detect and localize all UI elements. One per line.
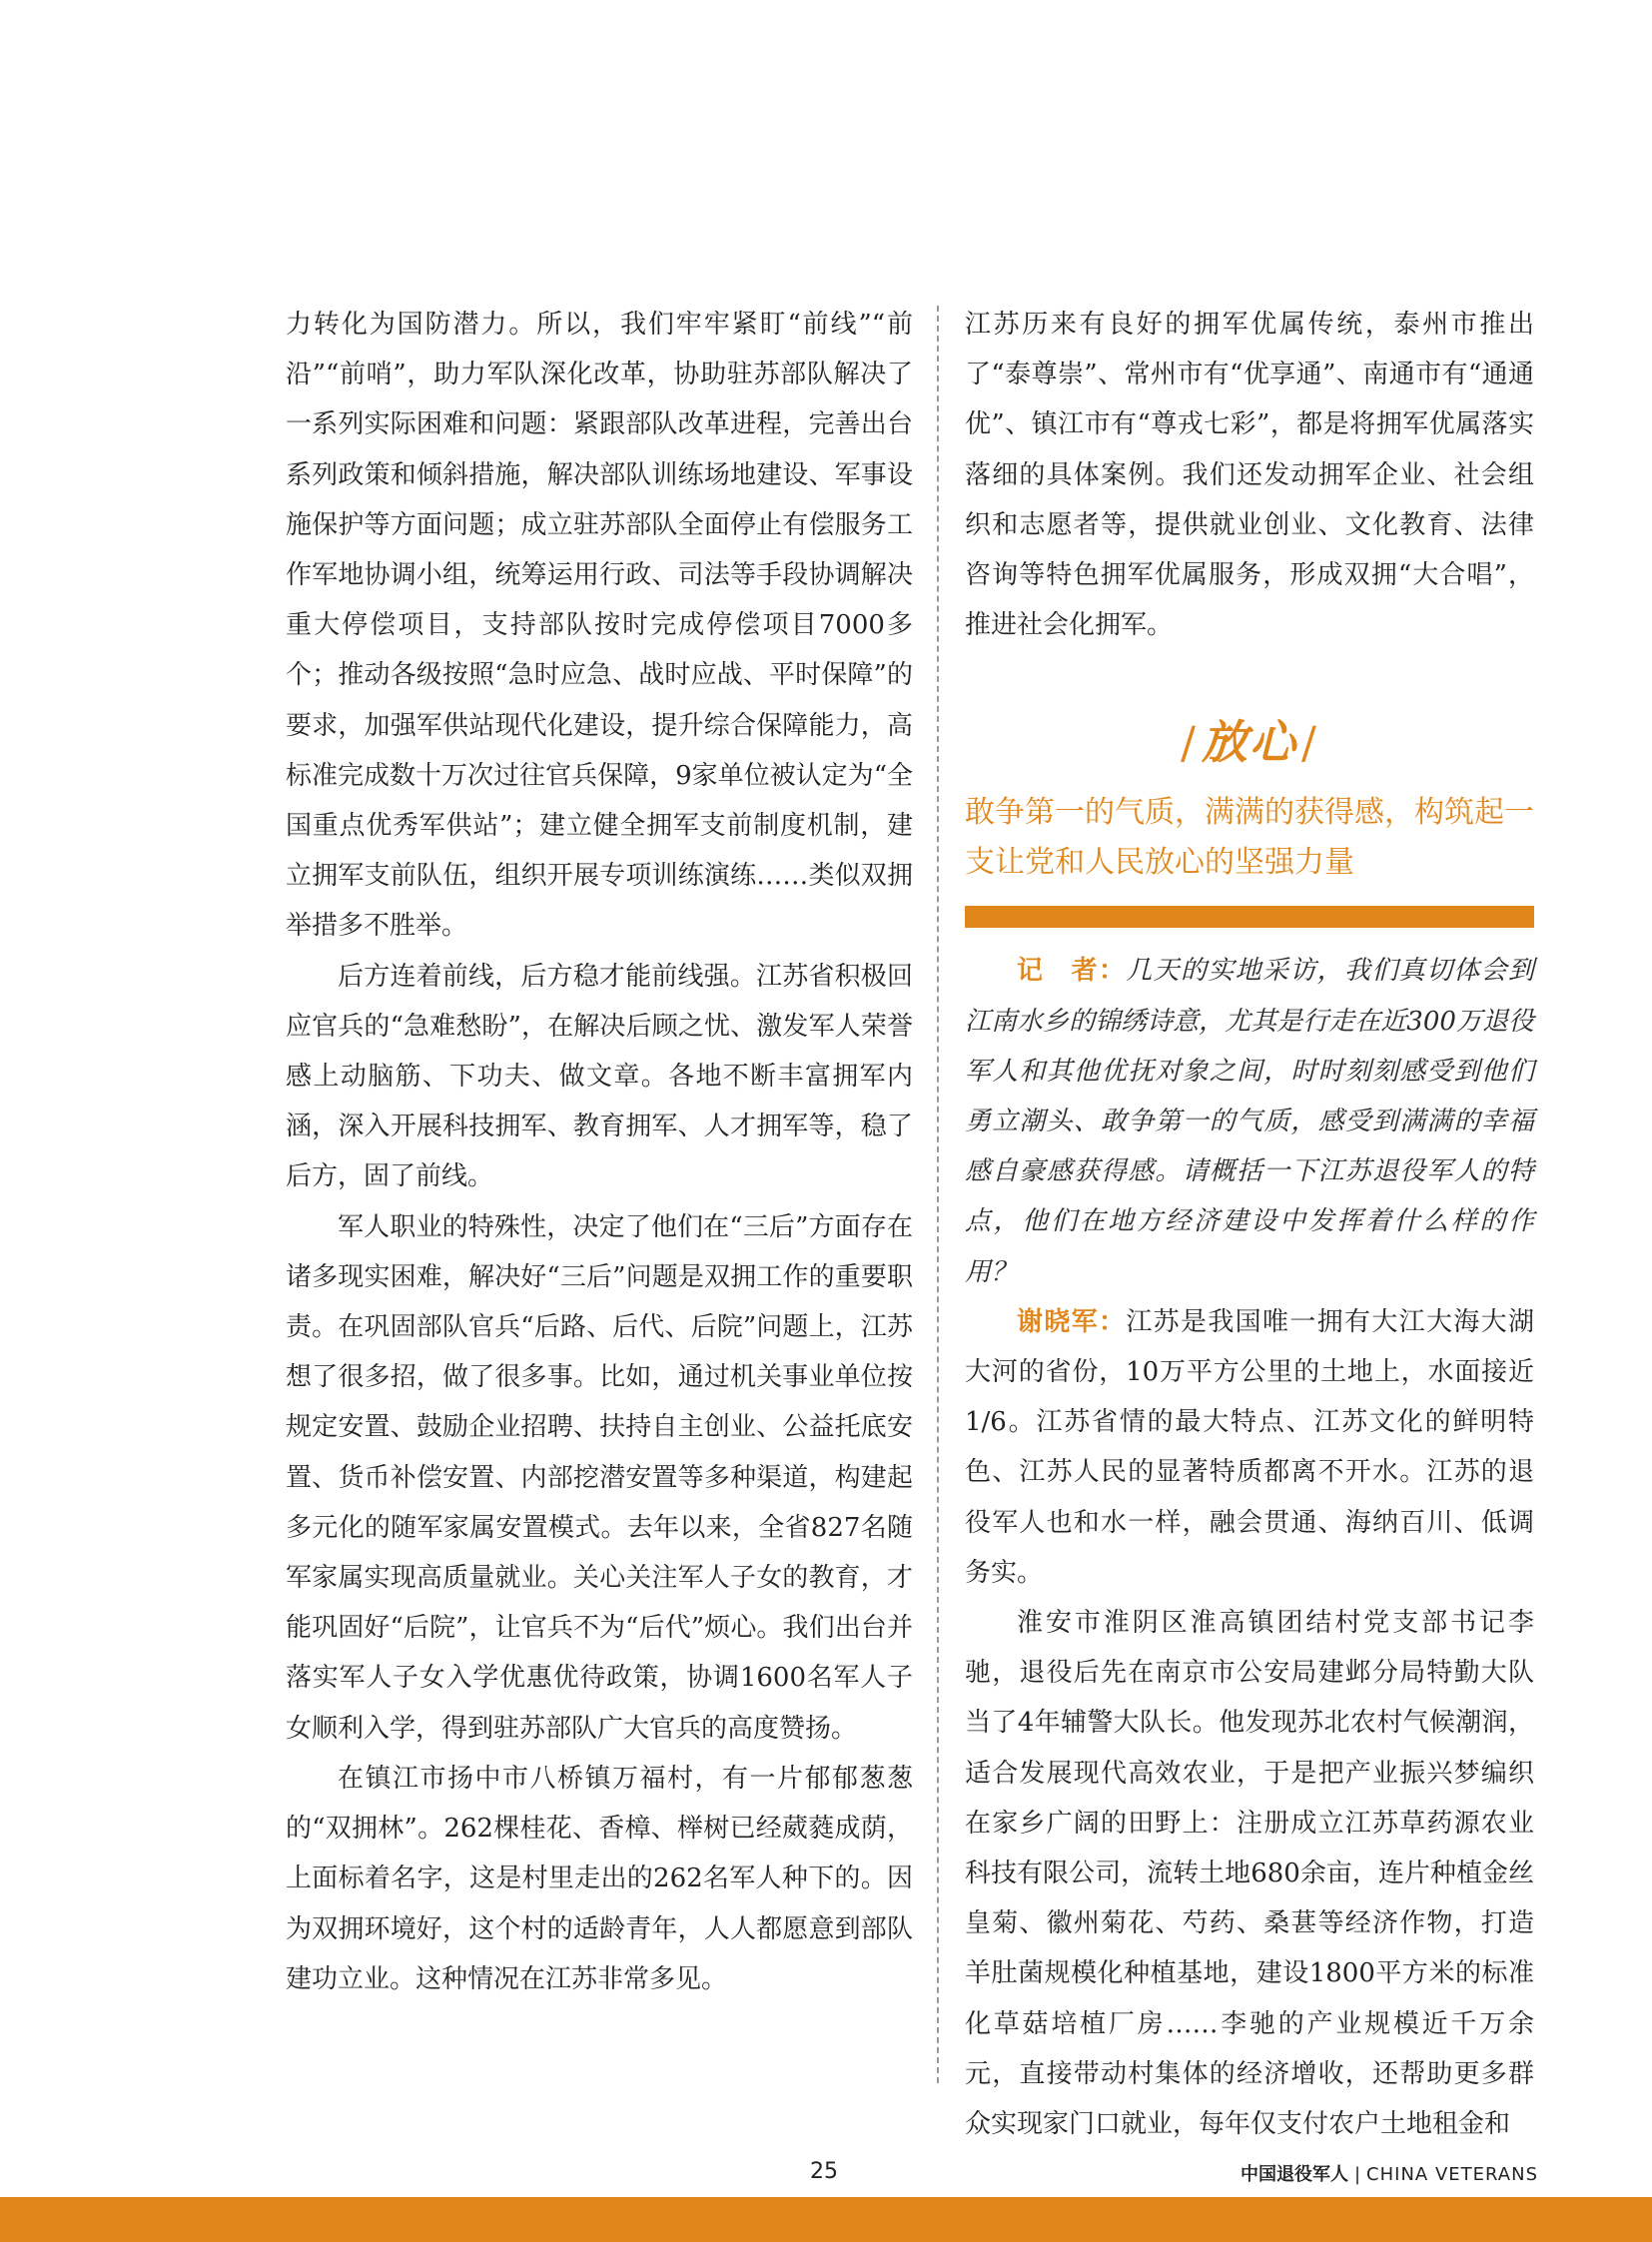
reporter-label: 记 者： <box>1017 956 1127 987</box>
brand-separator: | <box>1353 2164 1361 2185</box>
left-paragraph-2: 后方连着前线，后方稳才能前线强。江苏省积极回应官兵的“急难愁盼”，在解决后顾之忧、激发军人荣誉感上动脑筋、下功夫、做文章。各地不断丰富拥军内涵，深入开展科技拥军、教育拥军、人才拥军等，稳了后方，固了前线。 <box>286 961 913 1192</box>
page-number: 25 <box>810 2159 838 2184</box>
right-paragraph-2: 淮安市淮阴区淮高镇团结村党支部书记李驰，退役后先在南京市公安局建邺分局特勤大队当了4年辅警大队长。他发现苏北农村气候潮润，适合发展现代高效农业，于是把产业振兴梦编织在家乡广阔的田野上：注册成立江苏草药源农业科技有限公司，流转土地680余亩，连片种植金丝皇菊、徽州菊花、芍药、桑葚等经济作物，打造羊肚菌规模化种植基地，建设1800平方米的标准化草菇培植厂房……李驰的产业规模近千万余元，直接带动村集体的经济增收，还帮助更多群众实现家门口就业，每年仅支付农户土地租金和 <box>965 1608 1534 2140</box>
footer-brand <box>1209 2160 1538 2186</box>
heading-slash-left-icon: / <box>1181 718 1198 770</box>
brand-cn: 中国退役军人 <box>1239 2164 1348 2185</box>
heading-slash-right-icon: / <box>1301 718 1318 770</box>
section-subtitle: 敢争第一的气质，满满的获得感，构筑起一支让党和人民放心的坚强力量 <box>965 795 1534 881</box>
reporter-question <box>965 946 1534 1296</box>
section-heading <box>965 710 1534 776</box>
right-column <box>965 300 1534 2149</box>
answer-text: 江苏是我国唯一拥有大江大海大湖大河的省份，10万平方公里的土地上，水面接近1/6。江苏省情的最大特点、江苏文化的鲜明特色、江苏人民的显著特质都离不开水。江苏的退役军人也和水一样，融会贯通、海纳百川、低调务实。 <box>965 1306 1534 1588</box>
left-paragraph-1: 力转化为国防潜力。所以，我们牢牢紧盯“前线”“前沿”“前哨”，助力军队深化改革，协助驻苏部队解决了一系列实际困难和问题：紧跟部队改革进程，完善出台系列政策和倾斜措施，解决部队训练场地建设、军事设施保护等方面问题；成立驻苏部队全面停止有偿服务工作军地协调小组，统筹运用行政、司法等手段协调解决重大停偿项目，支持部队按时完成停偿项目7000多个；推动各级按照“急时应急、战时应战、平时保障”的要求，加强军供站现代化建设，提升综合保障能力，高标准完成数十万次过往官兵保障，9家单位被认定为“全国重点优秀军供站”；建立健全拥军支前制度机制，建立拥军支前队伍，组织开展专项训练演练……类似双拥举措多不胜举。 <box>286 310 913 942</box>
section-title: 放心 <box>1202 715 1297 770</box>
brand-en: CHINA VETERANS <box>1366 2164 1538 2185</box>
reporter-text: 几天的实地采访，我们真切体会到江南水乡的锦绣诗意，尤其是行走在近300万退役军人和其他优抚对象之间，时时刻刻感受到他们勇立潮头、敢争第一的气质，感受到满满的幸福感自豪感获得感。请概括一下江苏退役军人的特点，他们在地方经济建设中发挥着什么样的作用？ <box>965 956 1534 1287</box>
answer-label: 谢晓军： <box>1017 1306 1127 1337</box>
left-paragraph-4: 在镇江市扬中市八桥镇万福村，有一片郁郁葱葱的“双拥林”。262棵桂花、香樟、榉树已经葳蕤成荫，上面标着名字，这是村里走出的262名军人种下的。因为双拥环境好，这个村的适龄青年，人人都愿意到部队建功立业。这种情况在江苏非常多见。 <box>286 1763 913 1994</box>
interviewee-answer <box>965 1297 1534 1598</box>
right-paragraph-1: 江苏历来有良好的拥军优属传统，泰州市推出了“泰尊崇”、常州市有“优享通”、南通市有“通通优”、镇江市有“尊戎七彩”，都是将拥军优属落实落细的具体案例。我们还发动拥军企业、社会组织和志愿者等，提供就业创业、文化教育、法律咨询等特色拥军优属服务，形成双拥“大合唱”，推进社会化拥军。 <box>965 310 1534 641</box>
left-column <box>286 300 913 2004</box>
section-divider-bar <box>965 906 1534 928</box>
footer-accent-bar <box>0 2197 1652 2242</box>
column-divider <box>937 306 939 2083</box>
left-paragraph-3: 军人职业的特殊性，决定了他们在“三后”方面存在诸多现实困难，解决好“三后”问题是双拥工作的重要职责。在巩固部队官兵“后路、后代、后院”问题上，江苏想了很多招，做了很多事。比如，通过机关事业单位按规定安置、鼓励企业招聘、扶持自主创业、公益托底安置、货币补偿安置、内部挖潜安置等多种渠道，构建起多元化的随军家属安置模式。去年以来，全省827名随军家属实现高质量就业。关心关注军人子女的教育，才能巩固好“后院”，让官兵不为“后代”烦心。我们出台并落实军人子女入学优惠优待政策，协调1600名军人子女顺利入学，得到驻苏部队广大官兵的高度赞扬。 <box>286 1211 913 1744</box>
